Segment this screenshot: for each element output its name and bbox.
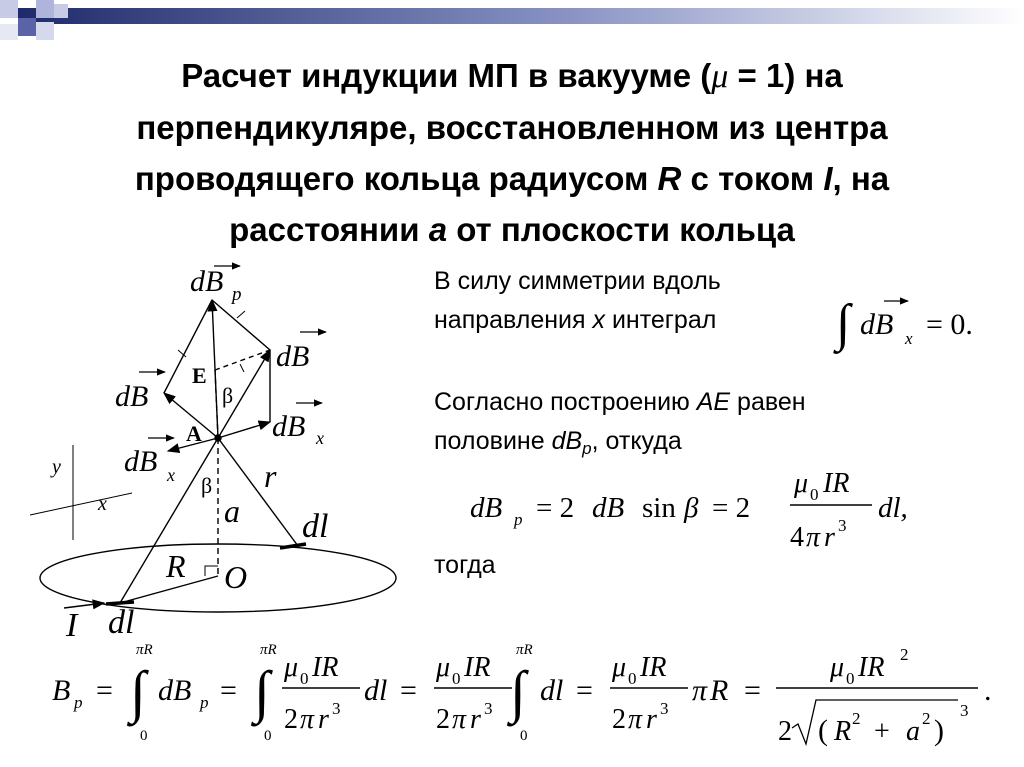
label-O: O <box>224 559 248 595</box>
svg-text:πR: πR <box>136 642 153 658</box>
svg-text:dl,: dl, <box>878 492 908 524</box>
svg-text:IR: IR <box>312 652 339 683</box>
svg-text:2: 2 <box>900 645 909 664</box>
svg-text:3: 3 <box>960 701 969 720</box>
svg-text:πR: πR <box>516 642 533 658</box>
svg-text:R: R <box>710 674 729 707</box>
formula-Bp <box>52 642 992 747</box>
label-beta-bottom: β <box>201 473 213 498</box>
diagram-labels <box>50 265 328 644</box>
svg-text:r: r <box>824 522 835 553</box>
svg-text:π: π <box>300 704 315 735</box>
label-A: A <box>186 421 202 446</box>
label-E: E <box>192 363 207 388</box>
svg-text:∫: ∫ <box>254 659 270 724</box>
svg-text:=: = <box>744 674 761 707</box>
svg-text:dB: dB <box>592 492 625 524</box>
svg-text:0: 0 <box>300 669 309 688</box>
label-y-axis: y <box>52 456 61 478</box>
label-dl-left: dl <box>108 604 135 641</box>
svg-text:=: = <box>400 674 417 707</box>
svg-text:∫: ∫ <box>836 295 851 352</box>
svg-text:= 2: = 2 <box>536 492 575 524</box>
svg-text:= 2: = 2 <box>712 492 751 524</box>
svg-text:0: 0 <box>810 485 819 504</box>
svg-text:β: β <box>684 492 699 524</box>
svg-text:r: r <box>318 704 329 735</box>
svg-text:2: 2 <box>922 709 931 728</box>
label-beta-top: β <box>222 383 234 408</box>
svg-text:2: 2 <box>612 704 626 735</box>
svg-text:3: 3 <box>660 699 669 718</box>
label-dl-right: dl <box>302 508 329 545</box>
then-text: тогда <box>434 551 496 579</box>
svg-text:0: 0 <box>452 669 461 688</box>
svg-text:sin: sin <box>642 492 676 524</box>
label-a: a <box>224 493 240 529</box>
svg-text:μ: μ <box>794 468 809 499</box>
formula-integral-dBx <box>833 295 973 354</box>
svg-text:R: R <box>834 716 852 747</box>
svg-text:π: π <box>806 522 821 553</box>
label-dBp: dB <box>190 265 224 298</box>
svg-text:dB: dB <box>470 492 503 524</box>
svg-text:0: 0 <box>140 728 148 744</box>
svg-text:3: 3 <box>838 516 847 535</box>
r-line <box>218 438 298 546</box>
svg-text:∫: ∫ <box>130 659 146 724</box>
slide-title: Расчет индукции МП в вакууме (μ = 1) на перпендикуляре, восстановленном из центра проводящего кольца радиусом R с током I, на расстоянии a от плоскости кольца <box>134 57 890 248</box>
svg-text:dl: dl <box>540 674 564 707</box>
label-dB-left: dB <box>115 380 149 413</box>
svg-text:=: = <box>96 674 113 707</box>
svg-text:2: 2 <box>284 704 298 735</box>
svg-text:IR: IR <box>823 468 850 499</box>
svg-text:r: r <box>646 704 657 735</box>
svg-text:4: 4 <box>790 522 804 553</box>
svg-text:p: p <box>74 693 83 712</box>
svg-text:0: 0 <box>628 669 637 688</box>
svg-text:IR: IR <box>858 652 885 683</box>
symmetry-text: В силу симметрии вдоль направления x интеграл <box>434 267 721 334</box>
svg-text:dB: dB <box>860 308 894 341</box>
svg-text:p: p <box>514 510 523 529</box>
svg-text:0: 0 <box>264 728 272 744</box>
label-dBx-left: dB <box>124 445 158 478</box>
svg-text:p: p <box>200 693 209 712</box>
svg-text:a: a <box>906 716 920 747</box>
svg-text:r: r <box>470 704 481 735</box>
svg-text:IR: IR <box>640 652 667 683</box>
svg-text:x: x <box>905 329 913 348</box>
svg-text:3: 3 <box>332 699 341 718</box>
label-dB-right: dB <box>276 340 310 373</box>
label-x-axis: x <box>98 493 107 515</box>
label-r: r <box>264 458 277 494</box>
svg-text:x: x <box>316 428 324 448</box>
svg-text:3: 3 <box>484 699 493 718</box>
svg-text:π: π <box>452 704 467 735</box>
label-dBx-right: dB <box>272 410 306 443</box>
label-I: I <box>66 607 78 644</box>
label-R: R <box>166 548 186 584</box>
svg-text:(: ( <box>818 714 828 747</box>
svg-text:μ: μ <box>612 652 627 683</box>
svg-text:μ: μ <box>284 652 299 683</box>
svg-text:x: x <box>167 465 175 485</box>
svg-text:π: π <box>628 704 643 735</box>
svg-text:= 0.: = 0. <box>926 308 973 341</box>
ring-diagram <box>30 300 396 612</box>
svg-text:IR: IR <box>464 652 491 683</box>
svg-text:p: p <box>232 284 242 305</box>
svg-text:π: π <box>692 674 708 707</box>
svg-text:B: B <box>52 674 71 707</box>
svg-text:2: 2 <box>852 709 861 728</box>
svg-text:μ: μ <box>830 652 845 683</box>
svg-text:πR: πR <box>260 642 277 658</box>
svg-text:dB: dB <box>158 674 192 707</box>
svg-text:2: 2 <box>436 704 450 735</box>
svg-text:0: 0 <box>520 728 528 744</box>
svg-text:0: 0 <box>846 669 855 688</box>
svg-text:2: 2 <box>778 716 792 747</box>
current-ring <box>40 544 396 612</box>
construction-text: Согласно построению AE равен половине $dB_p$, откуда <box>434 388 806 458</box>
svg-text:=: = <box>576 674 593 707</box>
svg-text:.: . <box>984 674 992 707</box>
formula-dBp <box>470 468 908 553</box>
svg-text:): ) <box>934 714 944 747</box>
svg-text:+: + <box>874 716 890 747</box>
svg-text:dl: dl <box>364 674 388 707</box>
svg-text:=: = <box>220 674 237 707</box>
x-axis-line <box>30 493 132 515</box>
svg-text:∫: ∫ <box>510 659 526 724</box>
svg-text:μ: μ <box>436 652 451 683</box>
